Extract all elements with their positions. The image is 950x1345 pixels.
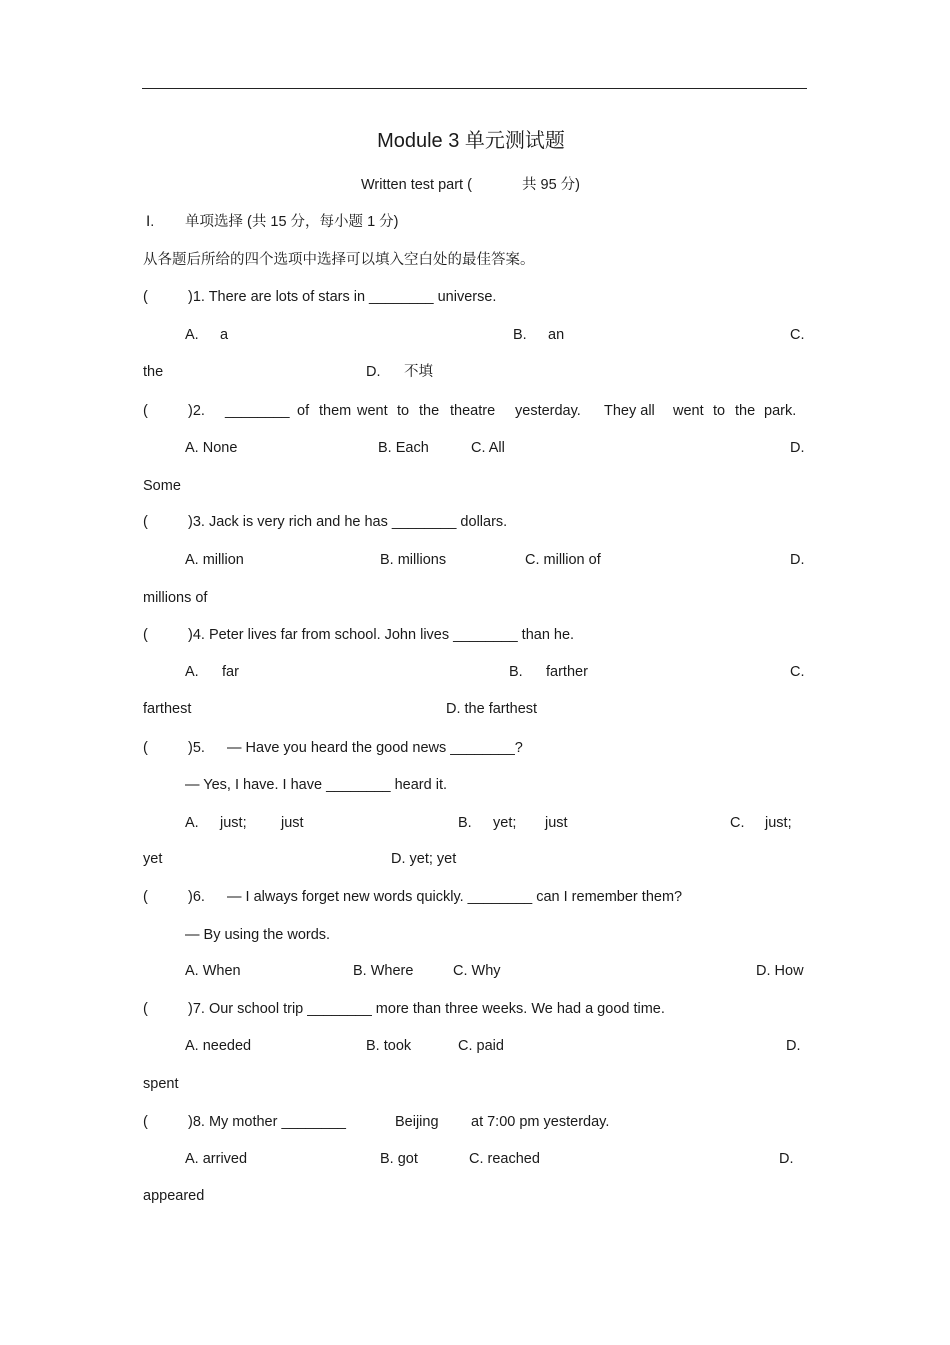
stem-word: of — [297, 403, 310, 419]
answer-paren: ( — [143, 627, 148, 643]
option-b: B. Each — [378, 440, 429, 456]
option-c: C. reached — [469, 1151, 540, 1167]
section-heading: 单项选择 (共 15 分，每小题 1 分) — [185, 214, 399, 230]
stem-word: They all — [604, 403, 655, 419]
question-reply: — Yes, I have. I have ________ heard it. — [185, 777, 447, 793]
answer-paren: ( — [143, 1114, 148, 1130]
option-b: B. took — [366, 1038, 412, 1054]
answer-paren: ( — [143, 403, 148, 419]
stem-word: to — [397, 403, 410, 419]
question-stem: )3. Jack is very rich and he has ________ dollars. — [188, 514, 508, 530]
question-stem: )4. Peter lives far from school. John lives ________ than he. — [188, 627, 575, 643]
question-reply: — By using the words. — [185, 927, 331, 943]
option-d-text: millions of — [143, 590, 208, 606]
option-d-label: D. — [366, 364, 381, 380]
subtitle-right: 共 95 分) — [522, 177, 581, 193]
question-stem: )8. My mother ________ — [188, 1114, 346, 1130]
stem-word: the — [419, 403, 440, 419]
option-b-text: farther — [546, 664, 588, 680]
answer-paren: ( — [143, 889, 148, 905]
option-a: A. arrived — [185, 1151, 248, 1167]
option-a-label: A. — [185, 815, 199, 831]
stem-word: to — [713, 403, 726, 419]
option-a-text: just — [281, 815, 304, 831]
option-c: C. Why — [453, 963, 501, 979]
question-stem: )1. There are lots of stars in ________ universe. — [188, 289, 497, 305]
answer-paren: ( — [143, 740, 148, 756]
answer-blank: ________ — [225, 403, 290, 419]
option-d-text: appeared — [143, 1188, 205, 1204]
option-d-text: Some — [143, 478, 181, 494]
option-c: C. million of — [525, 552, 601, 568]
stem-word: at 7:00 pm yesterday. — [471, 1114, 610, 1130]
option-d: D. yet; yet — [391, 851, 457, 867]
page-title: Module 3 单元测试题 — [377, 130, 565, 152]
option-c: C. paid — [458, 1038, 504, 1054]
header-rule — [142, 88, 807, 89]
option-a-text: a — [220, 327, 229, 343]
option-b: B. Where — [353, 963, 414, 979]
option-d-label: D. — [790, 440, 805, 456]
answer-paren: ( — [143, 514, 148, 530]
option-a-text: just; — [220, 815, 247, 831]
question-stem: )7. Our school trip ________ more than three weeks. We had a good time. — [188, 1001, 665, 1017]
option-b: B. got — [380, 1151, 418, 1167]
option-c: C. All — [471, 440, 505, 456]
option-a: A. None — [185, 440, 238, 456]
option-b-text: an — [548, 327, 565, 343]
stem-word: went — [357, 403, 388, 419]
option-a-label: A. — [185, 664, 199, 680]
option-c-text: just; — [765, 815, 792, 831]
option-b-text: yet; — [493, 815, 517, 831]
option-b-label: B. — [509, 664, 523, 680]
option-c-text: the — [143, 364, 164, 380]
option-c-label: C. — [790, 327, 805, 343]
subtitle-left: Written test part ( — [361, 177, 472, 193]
section-instruction: 从各题后所给的四个选项中选择可以填入空白处的最佳答案。 — [143, 252, 535, 268]
stem-word: theatre — [450, 403, 496, 419]
option-d: D. How — [756, 963, 804, 979]
question-number: )2. — [188, 403, 205, 419]
option-c-label: C. — [730, 815, 745, 831]
option-b: B. millions — [380, 552, 447, 568]
question-stem: — I always forget new words quickly. ________ can I remember them? — [227, 889, 683, 905]
option-b-label: B. — [513, 327, 527, 343]
section-number: Ⅰ. — [146, 214, 155, 230]
stem-word: yesterday. — [515, 403, 581, 419]
option-d-text: 不填 — [404, 364, 433, 380]
option-d: D. the farthest — [446, 701, 538, 717]
option-d-text: spent — [143, 1076, 179, 1092]
option-d-label: D. — [779, 1151, 794, 1167]
option-a: A. million — [185, 552, 244, 568]
stem-word: park. — [764, 403, 797, 419]
option-a: A. needed — [185, 1038, 252, 1054]
option-a-text: far — [222, 664, 239, 680]
question-number: )6. — [188, 889, 205, 905]
option-c-label: C. — [790, 664, 805, 680]
option-c-text: yet — [143, 851, 163, 867]
answer-paren: ( — [143, 1001, 148, 1017]
option-a-label: A. — [185, 327, 199, 343]
option-d-label: D. — [790, 552, 805, 568]
option-b-label: B. — [458, 815, 472, 831]
stem-word: the — [735, 403, 756, 419]
question-stem: — Have you heard the good news ________? — [227, 740, 523, 756]
question-number: )5. — [188, 740, 205, 756]
option-b-text: just — [545, 815, 568, 831]
stem-word: them — [319, 403, 352, 419]
option-a: A. When — [185, 963, 241, 979]
option-c-text: farthest — [143, 701, 192, 717]
stem-word: went — [673, 403, 704, 419]
option-d-label: D. — [786, 1038, 801, 1054]
stem-word: Beijing — [395, 1114, 439, 1130]
answer-paren: ( — [143, 289, 148, 305]
